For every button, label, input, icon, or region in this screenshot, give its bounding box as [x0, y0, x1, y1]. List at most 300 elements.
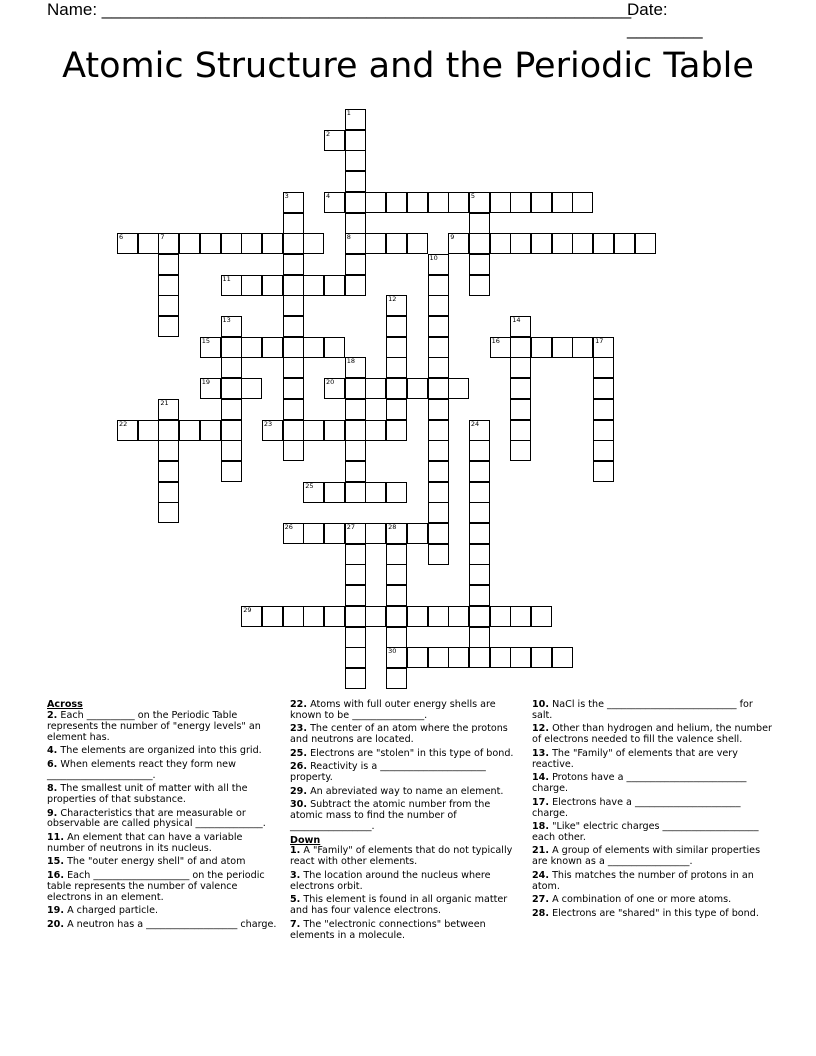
- crossword-cell[interactable]: [283, 357, 304, 378]
- clue-number: 22: [119, 419, 128, 428]
- crossword-cell[interactable]: [552, 337, 573, 358]
- crossword-cell[interactable]: [469, 523, 490, 544]
- clue-number: 10: [429, 253, 438, 262]
- crossword-cell[interactable]: [241, 275, 262, 296]
- clue-item-number: 28.: [532, 907, 549, 919]
- crossword-cell[interactable]: [283, 233, 304, 254]
- crossword-cell[interactable]: [490, 192, 511, 213]
- crossword-cell[interactable]: [345, 440, 366, 461]
- clue-item-number: 9.: [47, 807, 58, 819]
- clue-item-number: 20.: [47, 918, 64, 930]
- clue-item-text: The "outer energy shell" of and atom: [67, 856, 246, 868]
- crossword-cell[interactable]: [324, 606, 345, 627]
- crossword-cell[interactable]: [345, 130, 366, 151]
- crossword-cell[interactable]: [552, 233, 573, 254]
- crossword-cell[interactable]: [345, 544, 366, 565]
- clue-item: [290, 846, 522, 868]
- crossword-cell[interactable]: [552, 192, 573, 213]
- crossword-cell[interactable]: [428, 378, 449, 399]
- crossword-cell[interactable]: [469, 420, 490, 441]
- clue-item: [47, 760, 279, 782]
- crossword-cell[interactable]: [510, 357, 531, 378]
- crossword-cell[interactable]: [283, 523, 304, 544]
- crossword-cell[interactable]: [428, 295, 449, 316]
- clue-item-number: 12.: [532, 723, 549, 735]
- crossword-cell[interactable]: [283, 606, 304, 627]
- crossword-cell[interactable]: [324, 482, 345, 503]
- clue-item: [47, 857, 279, 868]
- clue-item-number: 23.: [290, 723, 307, 735]
- crossword-cell[interactable]: [221, 275, 242, 296]
- crossword-cell[interactable]: [510, 440, 531, 461]
- crossword-cell[interactable]: [283, 213, 304, 234]
- clue-section-heading: Down: [290, 834, 321, 846]
- crossword-cell[interactable]: [345, 420, 366, 441]
- crossword-cell[interactable]: [345, 233, 366, 254]
- clue-number: 5: [470, 191, 476, 200]
- crossword-cell[interactable]: [283, 316, 304, 337]
- crossword-cell[interactable]: [386, 482, 407, 503]
- crossword-cell[interactable]: [469, 564, 490, 585]
- crossword-cell[interactable]: [469, 647, 490, 668]
- clue-number: 23: [263, 419, 273, 428]
- clue-item-text: Each __________ on the Periodic Table represents the number of "energy levels" an element has.: [47, 709, 261, 743]
- clue-item-text: NaCl is the ___________________________ for salt.: [532, 699, 753, 721]
- crossword-cell[interactable]: [158, 420, 179, 441]
- clue-item: [532, 846, 772, 868]
- clue-number: 27: [346, 523, 355, 531]
- crossword-cell[interactable]: [324, 523, 345, 544]
- crossword-cell[interactable]: [448, 192, 469, 213]
- crossword-cell[interactable]: [345, 523, 366, 544]
- clue-item: [532, 909, 772, 920]
- crossword-cell[interactable]: [158, 502, 179, 523]
- clue-item: [290, 700, 522, 722]
- crossword-cell[interactable]: [138, 233, 159, 254]
- crossword-cell[interactable]: [428, 523, 449, 544]
- clue-item: [290, 749, 522, 760]
- crossword-cell[interactable]: [221, 316, 242, 337]
- crossword-cell[interactable]: [345, 192, 366, 213]
- crossword-cell[interactable]: [531, 192, 552, 213]
- crossword-cell[interactable]: [345, 213, 366, 234]
- crossword-cell[interactable]: [531, 647, 552, 668]
- crossword-cell[interactable]: [283, 192, 304, 213]
- crossword-cell[interactable]: [386, 337, 407, 358]
- crossword-cell[interactable]: [510, 192, 531, 213]
- crossword-cell[interactable]: [262, 606, 283, 627]
- crossword-cell[interactable]: [469, 627, 490, 648]
- clue-number: 30: [388, 647, 397, 656]
- crossword-cell[interactable]: [179, 233, 200, 254]
- crossword-cell[interactable]: [324, 275, 345, 296]
- crossword-cell[interactable]: [200, 337, 221, 358]
- crossword-cell[interactable]: [345, 378, 366, 399]
- crossword-cell[interactable]: [510, 606, 531, 627]
- clue-item: [532, 822, 772, 844]
- crossword-cell[interactable]: [365, 523, 386, 544]
- clue-number: 4: [326, 191, 331, 200]
- clue-item: [532, 798, 772, 820]
- clue-number: 14: [512, 316, 521, 324]
- crossword-cell[interactable]: [407, 606, 428, 627]
- crossword-cell[interactable]: [510, 378, 531, 399]
- crossword-cell[interactable]: [365, 233, 386, 254]
- crossword-cell[interactable]: [510, 647, 531, 668]
- crossword-cell[interactable]: [469, 606, 490, 627]
- crossword-cell[interactable]: [469, 213, 490, 234]
- clue-item-number: 17.: [532, 796, 549, 808]
- crossword-cell[interactable]: [428, 357, 449, 378]
- crossword-cell[interactable]: [386, 564, 407, 585]
- crossword-cell[interactable]: [241, 337, 262, 358]
- crossword-cell[interactable]: [179, 420, 200, 441]
- clue-number: 28: [388, 523, 397, 531]
- crossword-cell[interactable]: [386, 420, 407, 441]
- clue-item: [532, 773, 772, 795]
- header: [47, 0, 747, 39]
- crossword-cell[interactable]: [324, 337, 345, 358]
- clue-item-text: An element that can have a variable number of neutrons in its nucleus.: [47, 831, 243, 854]
- clue-number: 29: [243, 605, 252, 614]
- clue-item-text: The location around the nucleus where electrons orbit.: [290, 869, 491, 892]
- crossword-cell[interactable]: [345, 585, 366, 606]
- crossword-cell[interactable]: [490, 337, 511, 358]
- crossword-cell[interactable]: [469, 440, 490, 461]
- clue-item-text: Reactivity is a ______________________ property.: [290, 761, 486, 784]
- clue-number: 15: [201, 336, 211, 345]
- crossword-cell[interactable]: [614, 233, 635, 254]
- clue-number: 21: [160, 398, 169, 407]
- crossword-cell[interactable]: [428, 606, 449, 627]
- crossword-cell[interactable]: [428, 482, 449, 503]
- clue-item-text: A "Family" of elements that do not typically react with other elements.: [290, 845, 513, 868]
- crossword-cell[interactable]: [365, 378, 386, 399]
- crossword-cell[interactable]: [386, 357, 407, 378]
- clue-number: 20: [326, 378, 335, 387]
- clue-number: 13: [222, 316, 231, 324]
- crossword-cell[interactable]: [303, 275, 324, 296]
- crossword-cell[interactable]: [345, 357, 366, 378]
- crossword-cell[interactable]: [345, 647, 366, 668]
- crossword-cell[interactable]: [262, 420, 283, 441]
- crossword-cell[interactable]: [283, 337, 304, 358]
- crossword-cell[interactable]: [428, 440, 449, 461]
- clue-item: [290, 787, 522, 798]
- crossword-cell[interactable]: [262, 337, 283, 358]
- crossword-cell[interactable]: [386, 627, 407, 648]
- clue-item-text: The elements are organized into this grid.: [60, 745, 262, 757]
- clue-item-text: The center of an atom where the protons and neutrons are located.: [290, 723, 508, 746]
- crossword-cell[interactable]: [469, 254, 490, 275]
- clue-item-number: 15.: [47, 856, 64, 868]
- crossword-cell[interactable]: [386, 606, 407, 627]
- crossword-cell[interactable]: [221, 399, 242, 420]
- crossword-cell[interactable]: [593, 399, 614, 420]
- clue-number: 8: [346, 233, 351, 242]
- crossword-cell[interactable]: [283, 420, 304, 441]
- crossword-cell[interactable]: [469, 544, 490, 565]
- crossword-cell[interactable]: [158, 295, 179, 316]
- crossword-cell[interactable]: [117, 233, 138, 254]
- clue-item-text: The "electronic connections" between elements in a molecule.: [290, 918, 486, 941]
- crossword-cell[interactable]: [386, 192, 407, 213]
- crossword-cell[interactable]: [428, 544, 449, 565]
- crossword-cell[interactable]: [448, 378, 469, 399]
- crossword-cell[interactable]: [283, 440, 304, 461]
- crossword-cell[interactable]: [469, 233, 490, 254]
- crossword-cell[interactable]: [365, 606, 386, 627]
- clue-item: [532, 724, 772, 746]
- crossword-cell[interactable]: [428, 192, 449, 213]
- crossword-cell[interactable]: [448, 233, 469, 254]
- crossword-cell[interactable]: [221, 378, 242, 399]
- crossword-cell[interactable]: [241, 233, 262, 254]
- crossword-cell[interactable]: [572, 337, 593, 358]
- crossword-cell[interactable]: [386, 647, 407, 668]
- crossword-cell[interactable]: [572, 192, 593, 213]
- crossword-cell[interactable]: [428, 316, 449, 337]
- crossword-cell[interactable]: [241, 378, 262, 399]
- clue-number: 2: [326, 129, 331, 138]
- crossword-cell[interactable]: [448, 606, 469, 627]
- crossword-cell[interactable]: [158, 275, 179, 296]
- crossword-cell[interactable]: [469, 502, 490, 523]
- crossword-cell[interactable]: [593, 357, 614, 378]
- clue-item: [290, 895, 522, 917]
- crossword-cell[interactable]: [221, 420, 242, 441]
- crossword-cell[interactable]: [469, 275, 490, 296]
- crossword-cell[interactable]: [572, 233, 593, 254]
- clue-item-number: 26.: [290, 761, 307, 773]
- crossword-cell[interactable]: [345, 399, 366, 420]
- clue-item-number: 29.: [290, 785, 307, 797]
- crossword-cell[interactable]: [428, 502, 449, 523]
- clue-item-text: Electrons are "stolen" in this type of bond.: [310, 747, 514, 759]
- crossword-cell[interactable]: [345, 482, 366, 503]
- clue-item-text: Electrons are "shared" in this type of bond.: [552, 907, 759, 919]
- crossword-cell[interactable]: [593, 337, 614, 358]
- crossword-cell[interactable]: [428, 254, 449, 275]
- crossword-cell[interactable]: [593, 233, 614, 254]
- crossword-cell[interactable]: [552, 647, 573, 668]
- crossword-cell[interactable]: [469, 461, 490, 482]
- crossword-cell[interactable]: [283, 399, 304, 420]
- clue-number: 6: [119, 233, 124, 242]
- clue-number: 25: [305, 481, 314, 490]
- crossword-cell[interactable]: [386, 523, 407, 544]
- crossword-cell[interactable]: [345, 109, 366, 130]
- crossword-cell[interactable]: [221, 461, 242, 482]
- crossword-cell[interactable]: [593, 378, 614, 399]
- clue-number: 3: [284, 191, 289, 200]
- crossword-cell[interactable]: [635, 233, 656, 254]
- clue-number: 19: [201, 378, 211, 387]
- clue-item-number: 5.: [290, 894, 301, 906]
- clue-item-text: An abreviated way to name an element.: [310, 785, 504, 797]
- crossword-cell[interactable]: [593, 461, 614, 482]
- clue-number: 7: [160, 233, 165, 242]
- clue-item-text: A group of elements with similar properties are known as a _________________.: [532, 845, 761, 868]
- crossword-cell[interactable]: [303, 233, 324, 254]
- clue-item-number: 19.: [47, 905, 64, 917]
- clue-item-text: "Like" electric charges ____________________ each other.: [532, 821, 759, 843]
- crossword-cell[interactable]: [324, 130, 345, 151]
- clue-number: 18: [346, 357, 355, 366]
- clue-item-number: 18.: [532, 821, 549, 833]
- clue-item-number: 16.: [47, 869, 64, 881]
- crossword-cell[interactable]: [428, 275, 449, 296]
- crossword-cell[interactable]: [221, 337, 242, 358]
- crossword-cell[interactable]: [324, 192, 345, 213]
- crossword-cell[interactable]: [200, 233, 221, 254]
- clue-item-number: 1.: [290, 845, 301, 857]
- crossword-cell[interactable]: [262, 275, 283, 296]
- clue-item: [290, 871, 522, 893]
- crossword-cell[interactable]: [490, 233, 511, 254]
- crossword-cell[interactable]: [448, 647, 469, 668]
- crossword-cell[interactable]: [283, 295, 304, 316]
- date-field-label[interactable]: Date: ________: [627, 0, 703, 39]
- clue-item-number: 24.: [532, 869, 549, 881]
- crossword-cell[interactable]: [469, 482, 490, 503]
- crossword-cell[interactable]: [365, 482, 386, 503]
- clue-item: [47, 746, 279, 757]
- clue-item-number: 2.: [47, 709, 58, 721]
- crossword-cell[interactable]: [283, 378, 304, 399]
- crossword-cell[interactable]: [345, 668, 366, 689]
- crossword-cell[interactable]: [510, 233, 531, 254]
- clue-item: [47, 871, 279, 904]
- clue-item-number: 27.: [532, 894, 549, 906]
- crossword-cell[interactable]: [345, 627, 366, 648]
- crossword-cell[interactable]: [221, 440, 242, 461]
- crossword-cell[interactable]: [428, 420, 449, 441]
- crossword-cell[interactable]: [303, 523, 324, 544]
- crossword-cell[interactable]: [407, 233, 428, 254]
- crossword-cell[interactable]: [593, 420, 614, 441]
- crossword-cell[interactable]: [138, 420, 159, 441]
- crossword-cell[interactable]: [324, 378, 345, 399]
- crossword-cell[interactable]: [428, 337, 449, 358]
- clues-column-1: [47, 700, 279, 933]
- crossword-cell[interactable]: [428, 647, 449, 668]
- clue-item-number: 25.: [290, 747, 307, 759]
- crossword-cell[interactable]: [345, 564, 366, 585]
- crossword-cell[interactable]: [345, 606, 366, 627]
- crossword-cell[interactable]: [469, 585, 490, 606]
- crossword-cell[interactable]: [510, 337, 531, 358]
- crossword-cell[interactable]: [386, 399, 407, 420]
- crossword-cell[interactable]: [221, 233, 242, 254]
- crossword-cell[interactable]: [200, 420, 221, 441]
- crossword-cell[interactable]: [303, 606, 324, 627]
- crossword-cell[interactable]: [262, 233, 283, 254]
- clue-item-text: This matches the number of protons in an atom.: [532, 869, 754, 892]
- crossword-cell[interactable]: [303, 420, 324, 441]
- clue-item-number: 14.: [532, 772, 549, 784]
- crossword-cell[interactable]: [241, 606, 262, 627]
- clue-item-number: 10.: [532, 699, 549, 710]
- crossword-cell[interactable]: [531, 233, 552, 254]
- crossword-cell[interactable]: [158, 316, 179, 337]
- clue-item-text: Protons have a _________________________ charge.: [532, 772, 747, 795]
- crossword-cell[interactable]: [469, 192, 490, 213]
- crossword-cell[interactable]: [386, 544, 407, 565]
- crossword-cell[interactable]: [117, 420, 138, 441]
- clue-item-number: 30.: [290, 799, 307, 811]
- crossword-cell[interactable]: [490, 647, 511, 668]
- crossword-cell[interactable]: [158, 233, 179, 254]
- clue-item: [47, 833, 279, 855]
- clue-item-text: Electrons have a ______________________ charge.: [532, 796, 741, 819]
- crossword-cell[interactable]: [324, 420, 345, 441]
- crossword-cell[interactable]: [510, 420, 531, 441]
- crossword-cell[interactable]: [531, 606, 552, 627]
- clue-item-number: 11.: [47, 831, 64, 843]
- name-field-label[interactable]: Name: ________________________________________________________: [47, 0, 632, 19]
- clue-number: 11: [222, 274, 231, 283]
- crossword-cell[interactable]: [510, 399, 531, 420]
- crossword-cell[interactable]: [386, 295, 407, 316]
- crossword-cell[interactable]: [345, 150, 366, 171]
- crossword-cell[interactable]: [407, 378, 428, 399]
- clue-number: 9: [450, 233, 455, 242]
- crossword-cell[interactable]: [283, 254, 304, 275]
- clue-item: [532, 895, 772, 906]
- crossword-cell[interactable]: [345, 275, 366, 296]
- crossword-cell[interactable]: [407, 192, 428, 213]
- clue-item: [290, 724, 522, 746]
- clue-number: 24: [470, 419, 480, 428]
- crossword-cell[interactable]: [303, 482, 324, 503]
- clue-item-text: Atoms with full outer energy shells are known to be _______________.: [290, 699, 496, 721]
- crossword-cell[interactable]: [428, 399, 449, 420]
- crossword-cell[interactable]: [593, 440, 614, 461]
- crossword-cell[interactable]: [407, 523, 428, 544]
- crossword-cell[interactable]: [386, 585, 407, 606]
- crossword-cell[interactable]: [386, 316, 407, 337]
- crossword-cell[interactable]: [531, 337, 552, 358]
- clue-item-text: The "Family" of elements that are very reactive.: [532, 747, 738, 770]
- crossword-cell[interactable]: [221, 357, 242, 378]
- crossword-cell[interactable]: [365, 192, 386, 213]
- crossword-cell[interactable]: [386, 378, 407, 399]
- crossword-cell[interactable]: [303, 337, 324, 358]
- crossword-cell[interactable]: [158, 399, 179, 420]
- crossword-cell[interactable]: [200, 378, 221, 399]
- crossword-cell[interactable]: [386, 668, 407, 689]
- crossword-cell[interactable]: [345, 254, 366, 275]
- crossword-cell[interactable]: [386, 233, 407, 254]
- crossword-cell[interactable]: [428, 461, 449, 482]
- crossword-cell[interactable]: [365, 420, 386, 441]
- crossword-cell[interactable]: [345, 171, 366, 192]
- crossword-cell[interactable]: [490, 606, 511, 627]
- crossword-cell[interactable]: [345, 461, 366, 482]
- crossword-cell[interactable]: [158, 482, 179, 503]
- crossword-cell[interactable]: [283, 275, 304, 296]
- clue-number: 12: [388, 295, 397, 304]
- crossword-cell[interactable]: [158, 440, 179, 461]
- clue-item-text: Other than hydrogen and helium, the number of electrons needed to fill the valence shell.: [532, 723, 772, 746]
- crossword-cell[interactable]: [158, 461, 179, 482]
- crossword-cell[interactable]: [158, 254, 179, 275]
- crossword-cell[interactable]: [407, 647, 428, 668]
- clue-item-number: 22.: [290, 699, 307, 710]
- crossword-cell[interactable]: [510, 316, 531, 337]
- clue-item-text: This element is found in all organic matter and has four valence electrons.: [290, 894, 508, 917]
